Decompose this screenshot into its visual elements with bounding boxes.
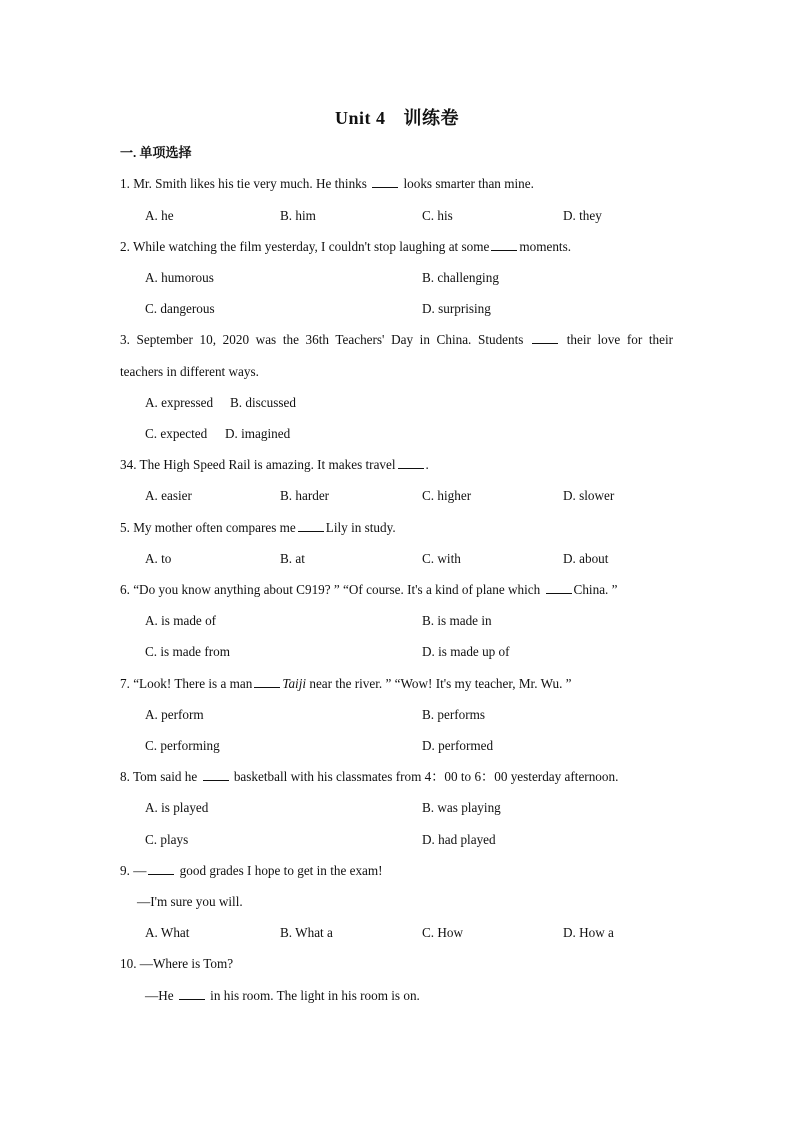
question-5: 5. My mother often compares me Lily in study. [120, 520, 396, 535]
q9-option-d: D. How a [563, 925, 614, 940]
q4-option-d: D. slower [563, 488, 615, 503]
q3-option-b: B. discussed [230, 395, 296, 410]
q8-option-d: D. had played [422, 832, 496, 847]
question-7: 7. “Look! There is a man Taiji near the river. ” “Wow! It's my teacher, Mr. Wu. ” [120, 676, 572, 691]
q4-option-c: C. higher [422, 488, 472, 503]
question-9-reply: —I'm sure you will. [137, 894, 243, 909]
answer-blank [148, 862, 174, 875]
q2-option-b: B. challenging [422, 270, 499, 285]
q9-option-a: A. What [145, 925, 190, 940]
q9-option-c: C. How [422, 925, 464, 940]
question-3-continued: teachers in different ways. [120, 364, 259, 379]
q7-option-d: D. performed [422, 738, 494, 753]
question-4: 34. The High Speed Rail is amazing. It makes travel . [120, 457, 429, 472]
q5-option-a: A. to [145, 551, 172, 566]
answer-blank [398, 456, 424, 469]
q5-option-b: B. at [280, 551, 305, 566]
section-heading: 一. 单项选择 [120, 145, 192, 160]
q6-option-b: B. is made in [422, 613, 492, 628]
q7-option-a: A. perform [145, 707, 204, 722]
q1-option-b: B. him [280, 208, 316, 223]
question-1: 1. Mr. Smith likes his tie very much. He thinks looks smarter than mine. [120, 176, 534, 191]
answer-blank [491, 238, 517, 251]
answer-blank [372, 175, 398, 188]
q1-option-c: C. his [422, 208, 453, 223]
q7-option-c: C. performing [145, 738, 220, 753]
q4-option-b: B. harder [280, 488, 330, 503]
q8-option-b: B. was playing [422, 800, 501, 815]
question-2: 2. While watching the film yesterday, I couldn't stop laughing at some moments. [120, 239, 572, 254]
q1-option-a: A. he [145, 208, 174, 223]
q8-option-c: C. plays [145, 832, 189, 847]
q4-option-a: A. easier [145, 488, 192, 503]
q2-option-a: A. humorous [145, 270, 214, 285]
question-8: 8. Tom said he basketball with his classmates from 4：00 to 6：00 yesterday afternoon. [120, 769, 619, 784]
answer-blank [179, 987, 205, 1000]
q2-option-c: C. dangerous [145, 301, 215, 316]
question-6: 6. “Do you know anything about C919? ” “Of course. It's a kind of plane which China. ” [120, 582, 618, 597]
answer-blank [546, 581, 572, 594]
q1-option-d: D. they [563, 208, 602, 223]
title-unit: Unit 4 [334, 108, 386, 128]
page-title [0, 104, 794, 130]
question-9: 9. — good grades I hope to get in the exam! [120, 863, 383, 878]
question-3: 3. September 10, 2020 was the 36th Teachers' Day in China. Students their love for their [120, 332, 674, 347]
answer-blank [532, 331, 558, 344]
answer-blank [254, 675, 280, 688]
q7-option-b: B. performs [422, 707, 485, 722]
q9-option-b: B. What a [280, 925, 333, 940]
q3-option-c: C. expected [145, 426, 208, 441]
answer-blank [203, 768, 229, 781]
title-name: 训练卷 [403, 108, 459, 128]
q6-option-a: A. is made of [145, 613, 217, 628]
answer-blank [298, 519, 324, 532]
q5-option-c: C. with [422, 551, 461, 566]
q6-option-c: C. is made from [145, 644, 230, 659]
q3-option-a: A. expressed [145, 395, 214, 410]
question-10: 10. —Where is Tom? [120, 956, 234, 971]
q5-option-d: D. about [563, 551, 609, 566]
q6-option-d: D. is made up of [422, 644, 510, 659]
q3-option-d: D. imagined [225, 426, 291, 441]
q8-option-a: A. is played [145, 800, 209, 815]
q2-option-d: D. surprising [422, 301, 491, 316]
question-10-reply: —He in his room. The light in his room is on. [145, 988, 420, 1003]
